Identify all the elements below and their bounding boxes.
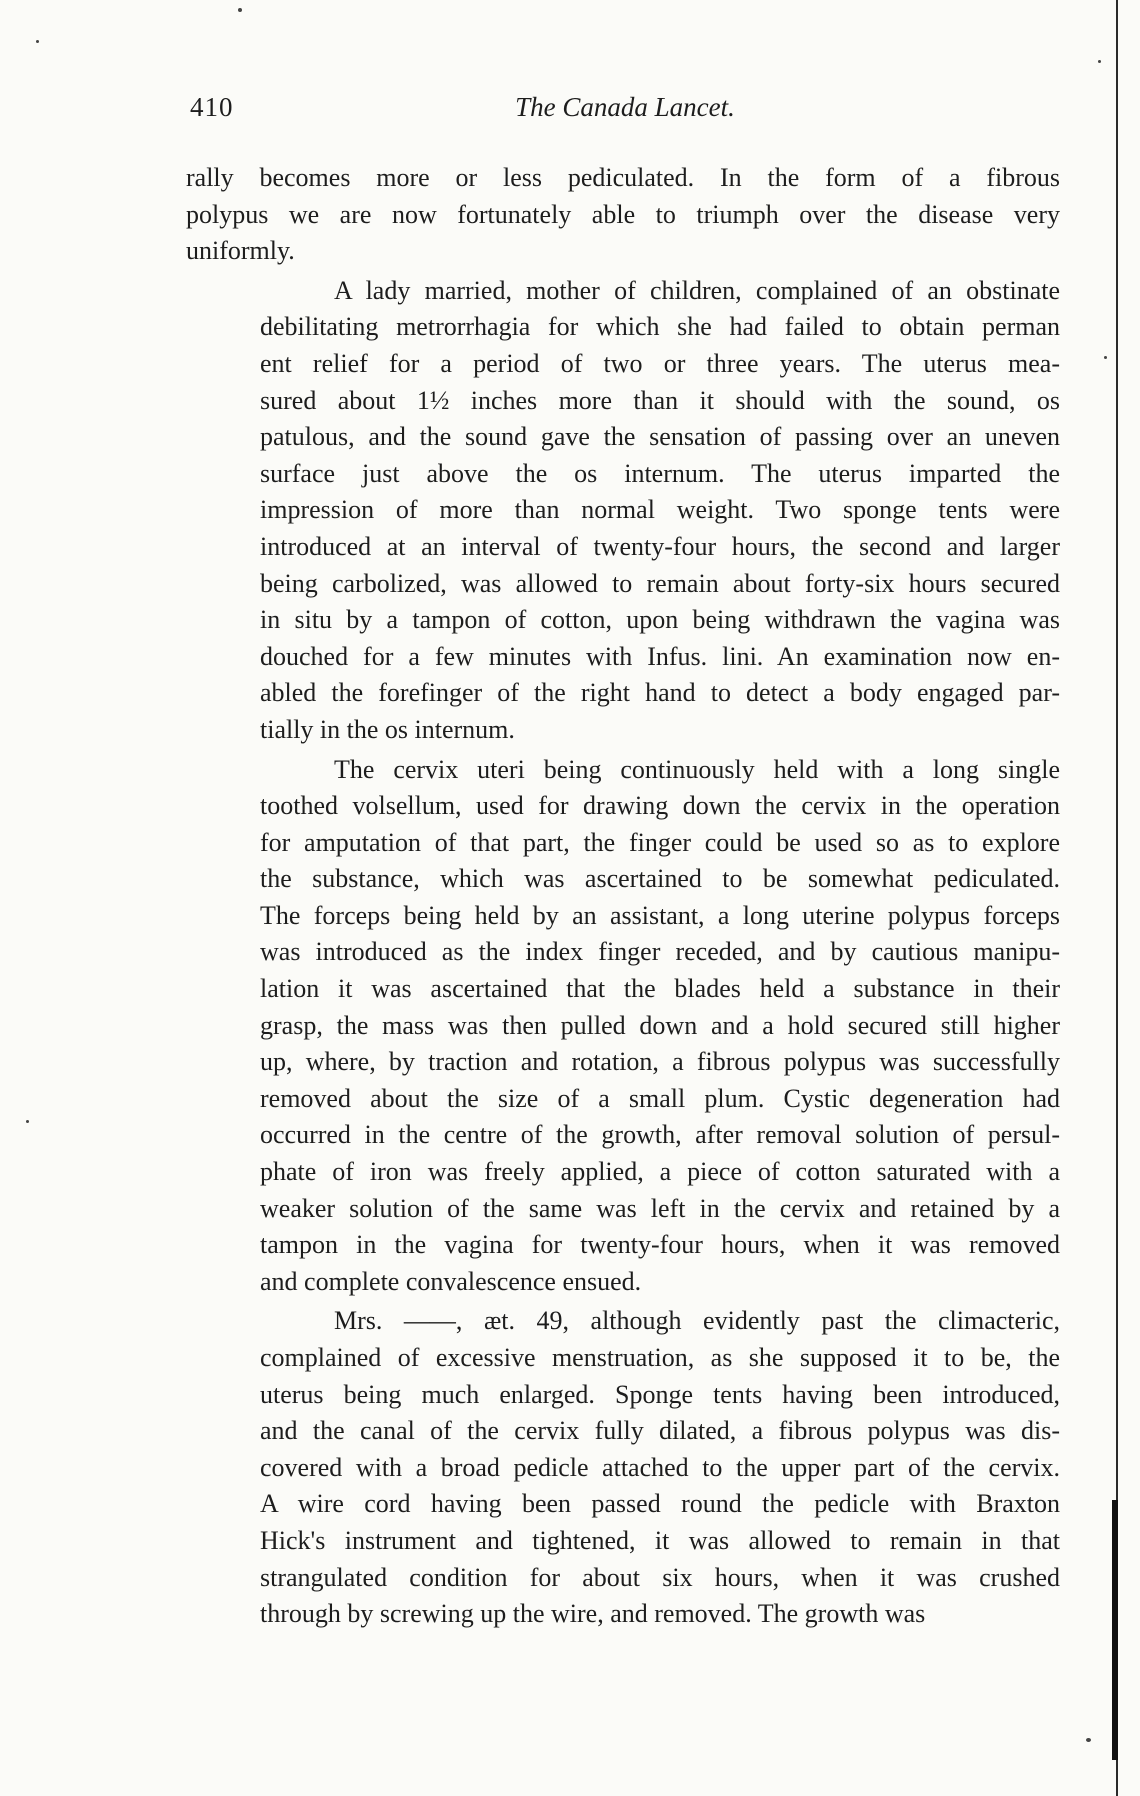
- text-line: abled the forefinger of the right hand to detect a body engaged par-: [260, 678, 1060, 708]
- text-line: was introduced as the index finger receded, and by cautious manipu-: [260, 937, 1060, 967]
- text-line: for amputation of that part, the finger could be used so as to explore: [260, 827, 1060, 857]
- text-line: grasp, the mass was then pulled down and a hold secured still higher: [260, 1010, 1060, 1040]
- text-line: introduced at an interval of twenty-four hours, the second and larger: [260, 531, 1060, 561]
- text-line: debilitating metrorrhagia for which she had failed to obtain perman: [260, 312, 1060, 342]
- text-line: phate of iron was freely applied, a piece of cotton saturated with a: [260, 1157, 1060, 1187]
- scan-speck: [1098, 60, 1101, 63]
- text-line: through by screwing up the wire, and removed. The growth was: [260, 1599, 926, 1629]
- text-line: removed about the size of a small plum. Cystic degeneration had: [260, 1083, 1060, 1113]
- text-line: occurred in the centre of the growth, after removal solution of persul-: [260, 1120, 1060, 1150]
- paragraph: [186, 160, 1060, 270]
- paragraph: [186, 273, 1060, 749]
- text-line: strangulated condition for about six hours, when it was crushed: [260, 1562, 1060, 1592]
- text-line: up, where, by traction and rotation, a fibrous polypus was successfully: [260, 1047, 1060, 1077]
- text-line: douched for a few minutes with Infus. lini. An examination now en-: [260, 641, 1060, 671]
- scan-speck: [238, 8, 242, 12]
- scan-speck: [1104, 356, 1107, 359]
- text-line: sured about 1½ inches more than it should with the sound, os: [260, 385, 1060, 415]
- page-header: [190, 92, 1060, 136]
- text-line: polypus we are now fortunately able to triumph over the disease very: [186, 199, 1060, 229]
- scan-speck: [1086, 1738, 1091, 1742]
- text-line: tially in the os internum.: [260, 714, 515, 744]
- text-line: weaker solution of the same was left in the cervix and retained by a: [260, 1193, 1060, 1223]
- text-line: uniformly.: [186, 236, 295, 266]
- text-line: ent relief for a period of two or three years. The uterus mea-: [260, 348, 1060, 378]
- text-line: Mrs. ——, æt. 49, although evidently past the climacteric,: [334, 1306, 1060, 1336]
- paragraph: [186, 1303, 1060, 1632]
- text-line: in situ by a tampon of cotton, upon being withdrawn the vagina was: [260, 605, 1060, 635]
- text-line: tampon in the vagina for twenty-four hours, when it was removed: [260, 1230, 1060, 1260]
- text-line: The cervix uteri being continuously held with a long single: [334, 754, 1060, 784]
- text-line: patulous, and the sound gave the sensation of passing over an uneven: [260, 422, 1060, 452]
- text-line: A lady married, mother of children, complained of an obstinate: [334, 275, 1060, 305]
- text-line: toothed volsellum, used for drawing down the cervix in the operation: [260, 791, 1060, 821]
- text-line: and complete convalescence ensued.: [260, 1266, 642, 1296]
- text-line: the substance, which was ascertained to be somewhat pediculated.: [260, 864, 1060, 894]
- text-line: covered with a broad pedicle attached to the upper part of the cervix.: [260, 1452, 1060, 1482]
- page-edge-shadow: [1112, 1500, 1118, 1760]
- text-line: rally becomes more or less pediculated. In the form of a fibrous: [186, 163, 1060, 192]
- text-line: lation it was ascertained that the blades held a substance in their: [260, 974, 1060, 1004]
- text-line: The forceps being held by an assistant, a long uterine polypus forceps: [260, 900, 1060, 930]
- text-line: impression of more than normal weight. Two sponge tents were: [260, 495, 1060, 525]
- scan-speck: [26, 1120, 29, 1123]
- paragraph: [186, 752, 1060, 1301]
- page-number: 410: [190, 92, 234, 122]
- text-line: uterus being much enlarged. Sponge tents having been introduced,: [260, 1379, 1060, 1409]
- body-text: [186, 160, 1060, 1633]
- text-line: and the canal of the cervix fully dilated, a fibrous polypus was dis-: [260, 1416, 1060, 1446]
- text-line: surface just above the os internum. The uterus imparted the: [260, 458, 1060, 488]
- text-line: A wire cord having been passed round the pedicle with Braxton: [260, 1489, 1060, 1519]
- running-title: The Canada Lancet.: [515, 92, 735, 122]
- text-line: Hick's instrument and tightened, it was allowed to remain in that: [260, 1525, 1060, 1555]
- scan-speck: [36, 40, 39, 43]
- text-line: being carbolized, was allowed to remain about forty-six hours secured: [260, 568, 1060, 598]
- text-line: complained of excessive menstruation, as she supposed it to be, the: [260, 1343, 1060, 1372]
